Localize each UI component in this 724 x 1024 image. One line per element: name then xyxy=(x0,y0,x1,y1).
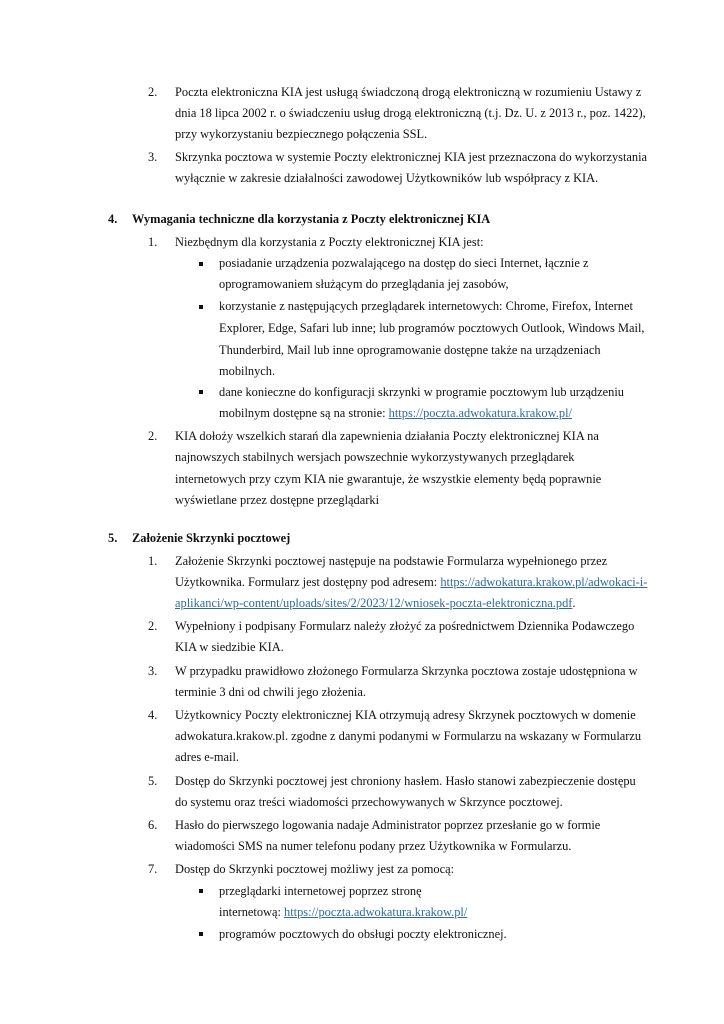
sentence-end: . xyxy=(572,596,576,610)
paragraph-line: wyłącznie w zakresie działalności zawodowej Użytkowników lub współpracy z KIA. xyxy=(175,171,599,185)
list-number: 6. xyxy=(148,818,158,832)
paragraph-line: posiadanie urządzenia pozwalającego na dostęp do sieci Internet, łącznie z xyxy=(219,256,589,270)
list-number: 5. xyxy=(148,774,158,788)
paragraph-line: Skrzynka pocztowa w systemie Poczty elektronicznej KIA jest przeznaczona do wykorzystania xyxy=(175,150,648,164)
paragraph-line: programów pocztowych do obsługi poczty elektronicznej. xyxy=(219,927,507,941)
form-link-part1[interactable]: https://adwokatura.krakow.pl/adwokaci-i- xyxy=(440,575,648,589)
paragraph-line: wiadomości SMS na numer telefonu podany przez Użytkownika w Formularzu. xyxy=(175,839,572,853)
paragraph-line: dnia 18 lipca 2002 r. o świadczeniu usług drogą elektroniczną (t.j. Dz. U. z 2013 r., poz. 1422), xyxy=(175,106,646,120)
paragraph-line: Poczta elektroniczna KIA jest usługą świadczoną drogą elektroniczną w rozumieniu Ustawy z xyxy=(175,85,642,99)
paragraph-line: najnowszych stabilnych wersjach powszechnie wykorzystywanych przeglądarek xyxy=(175,450,575,464)
paragraph-line: Niezbędnym dla korzystania z Poczty elektronicznej KIA jest: xyxy=(175,235,484,249)
paragraph-line: oprogramowaniem służącym do przeglądania jej zasobów, xyxy=(219,277,509,291)
paragraph-line: dane konieczne do konfiguracji skrzynki w programie pocztowym lub urządzeniu xyxy=(219,385,624,399)
paragraph-line xyxy=(175,574,647,590)
link-prefix-text: mobilnym dostępne są na stronie: xyxy=(219,406,389,420)
form-link-part2[interactable]: aplikanci/wp-content/uploads/sites/2/2023/12/wniosek-poczta-elektroniczna.pdf xyxy=(175,596,573,610)
paragraph-line: przy wykorzystaniu bezpiecznego połączenia SSL. xyxy=(175,127,428,141)
paragraph-line: Explorer, Edge, Safari lub inne; lub programów pocztowych Outlook, Windows Mail, xyxy=(219,321,645,335)
paragraph-line: Użytkownicy Poczty elektronicznej KIA otrzymują adresy Skrzynek pocztowych w domenie xyxy=(175,708,636,722)
list-number: 1. xyxy=(148,235,158,249)
paragraph-line xyxy=(219,405,572,421)
bullet-marker xyxy=(199,390,203,394)
paragraph-line: terminie 3 dni od chwili jego złożenia. xyxy=(175,685,366,699)
section-number: 5. xyxy=(108,531,118,545)
paragraph-line: Wypełniony i podpisany Formularz należy złożyć za pośrednictwem Dziennika Podawczego xyxy=(175,619,635,633)
section-heading: Wymagania techniczne dla korzystania z Poczty elektronicznej KIA xyxy=(132,212,491,226)
webmail-link[interactable]: https://poczta.adwokatura.krakow.pl/ xyxy=(284,905,468,919)
list-number: 3. xyxy=(148,150,158,164)
paragraph-line: KIA w siedzibie KIA. xyxy=(175,640,284,654)
paragraph-line: Dostęp do Skrzynki pocztowej jest chroniony hasłem. Hasło stanowi zabezpieczenie dostępu xyxy=(175,774,636,788)
webmail-link[interactable]: https://poczta.adwokatura.krakow.pl/ xyxy=(388,406,572,420)
section-number: 4. xyxy=(108,212,118,226)
paragraph-line: Założenie Skrzynki pocztowej następuje na podstawie Formularza wypełnionego przez xyxy=(175,554,608,568)
paragraph-line: Dostęp do Skrzynki pocztowej możliwy jest za pomocą: xyxy=(175,862,455,876)
list-number: 1. xyxy=(148,554,158,568)
link-prefix-text: Użytkownika. Formularz jest dostępny pod adresem: xyxy=(175,575,441,589)
list-number: 7. xyxy=(148,862,158,876)
paragraph-line: korzystanie z następujących przeglądarek internetowych: Chrome, Firefox, Internet xyxy=(219,299,633,313)
section-heading: Założenie Skrzynki pocztowej xyxy=(132,531,291,545)
list-number: 3. xyxy=(148,664,158,678)
paragraph-line: internetowych przy czym KIA nie gwarantuje, że wszystkie elementy będą poprawnie xyxy=(175,472,602,486)
paragraph-line: W przypadku prawidłowo złożonego Formularza Skrzynka pocztowa zostaje udostępniona w xyxy=(175,664,638,678)
paragraph-line: adwokatura.krakow.pl. zgodne z danymi podanymi w Formularzu na wskazany w Formularzu xyxy=(175,729,642,743)
paragraph-line: do systemu oraz treści wiadomości przechowywanych w Skrzynce pocztowej. xyxy=(175,795,563,809)
paragraph-line: KIA dołoży wszelkich starań dla zapewnienia działania Poczty elektronicznej KIA na xyxy=(175,429,599,443)
list-number: 2. xyxy=(148,85,158,99)
list-number: 4. xyxy=(148,708,158,722)
paragraph-line: wyświetlane przez dostępne przeglądarki xyxy=(175,493,380,507)
paragraph-line: Thunderbird, Mail lub inne oprogramowanie dostępne także na urządzeniach xyxy=(219,343,601,357)
bullet-marker xyxy=(199,305,203,309)
paragraph-line: adres e-mail. xyxy=(175,750,239,764)
bullet-marker xyxy=(199,932,203,936)
paragraph-line xyxy=(219,904,467,920)
list-number: 2. xyxy=(148,429,158,443)
list-number: 2. xyxy=(148,619,158,633)
bullet-marker xyxy=(199,262,203,266)
paragraph-line xyxy=(175,595,576,611)
paragraph-line: Hasło do pierwszego logowania nadaje Administrator poprzez przesłanie go w formie xyxy=(175,818,601,832)
paragraph-line: przeglądarki internetowej poprzez stronę xyxy=(219,884,422,898)
bullet-marker xyxy=(199,889,203,893)
link-prefix-text: internetową: xyxy=(219,905,285,919)
paragraph-line: mobilnych. xyxy=(219,364,276,378)
